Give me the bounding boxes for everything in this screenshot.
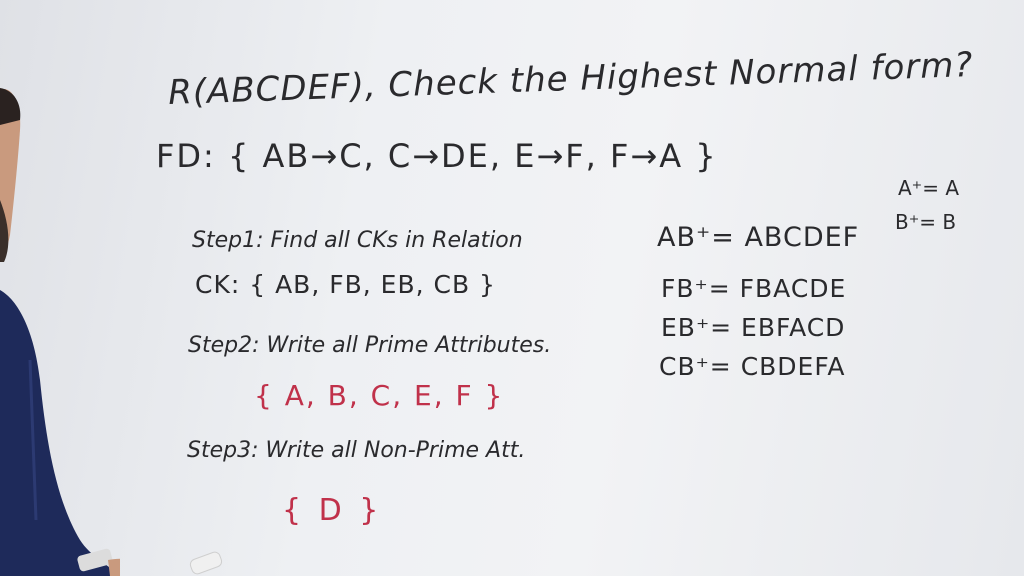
prime-attributes: { A, B, C, E, F }	[254, 379, 505, 412]
closure-a: A⁺= A	[898, 176, 960, 200]
non-prime-attributes: { D }	[282, 493, 383, 528]
step2-text: Step2: Write all Prime Attributes.	[188, 333, 552, 358]
functional-dependencies: FD: { AB→C, C→DE, E→F, F→A }	[156, 137, 718, 175]
board-title: R(ABCDEF), Check the Highest Normal form?	[167, 44, 975, 114]
candidate-keys: CK: { AB, FB, EB, CB }	[195, 270, 496, 299]
step1-text: Step1: Find all CKs in Relation	[192, 228, 523, 253]
closure-b: B⁺= B	[895, 210, 957, 234]
closure-cb: CB⁺= CBDEFA	[659, 352, 846, 381]
closure-fb: FB⁺= FBACDE	[661, 274, 847, 303]
step3-text: Step3: Write all Non-Prime Att.	[187, 438, 526, 463]
closure-eb: EB⁺= EBFACD	[661, 313, 846, 342]
presenter	[0, 0, 120, 576]
marker-pen	[188, 550, 224, 576]
closure-ab: AB⁺= ABCDEF	[657, 222, 860, 253]
